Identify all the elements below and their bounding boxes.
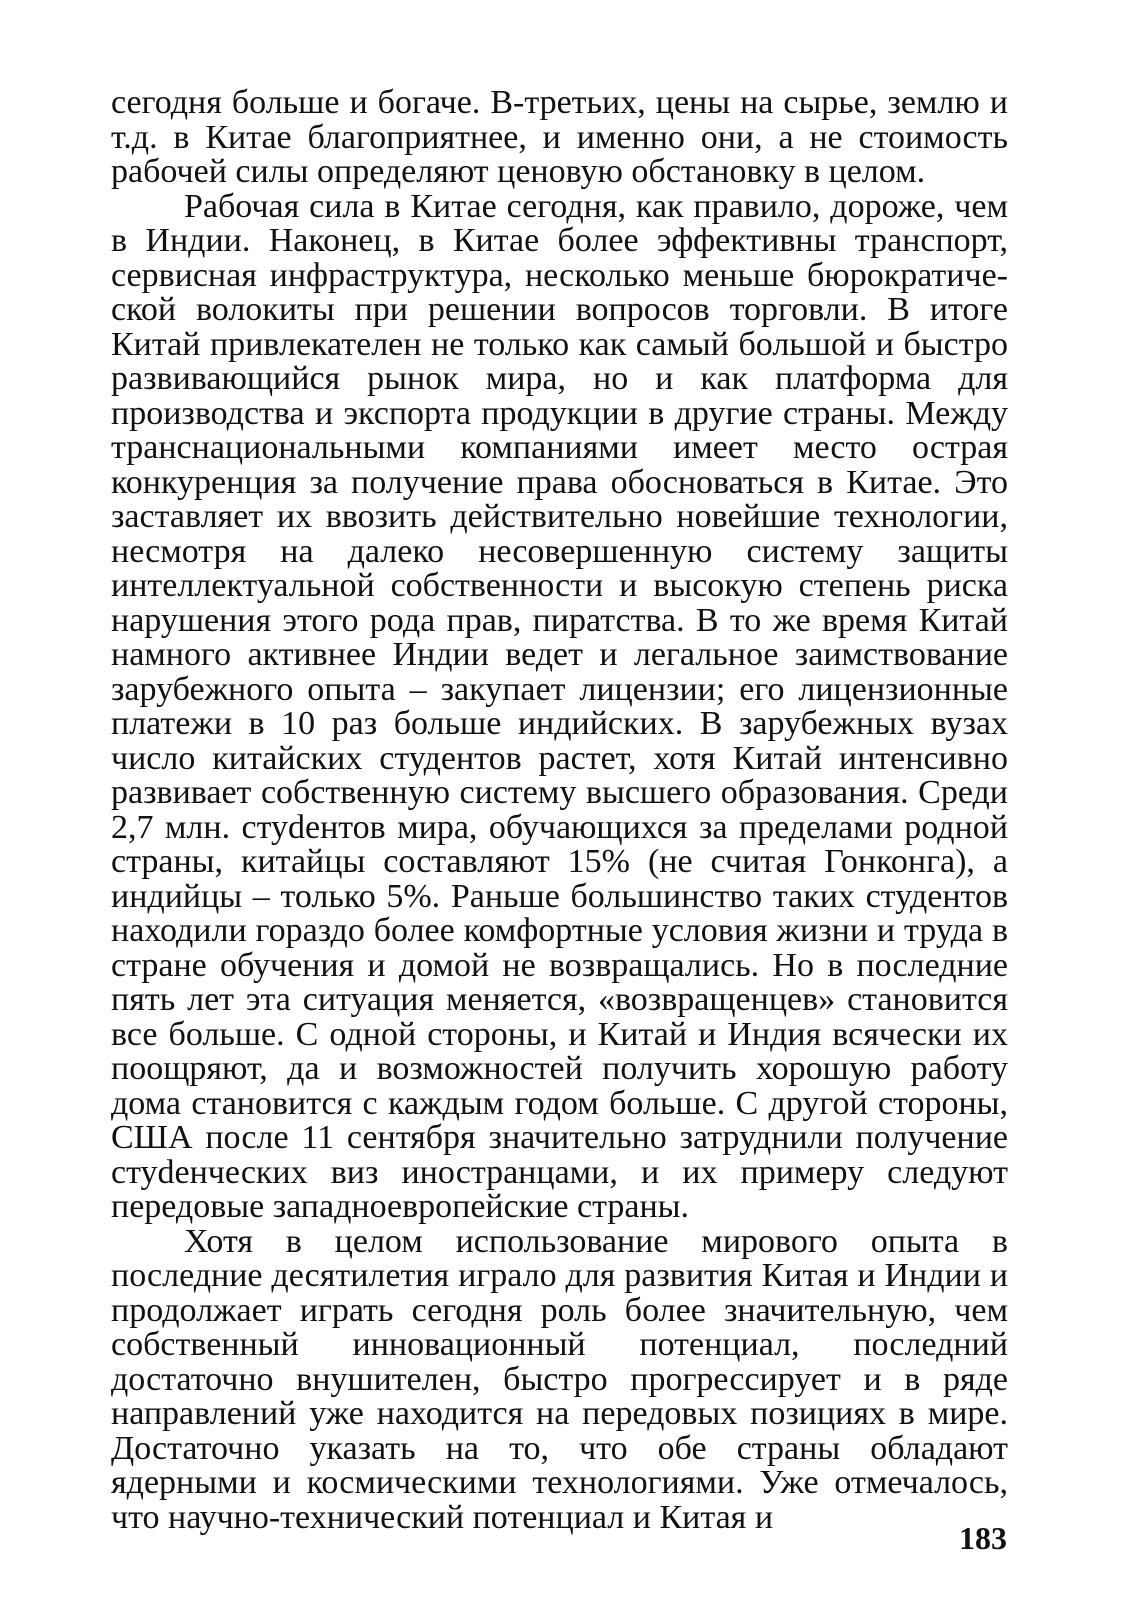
paragraph-labor-force: Рабочая сила в Китае сегодня, как правило, дороже, чем в Индии. Наконец, в Китае более эффективны транспорт, сервисная инфраструктура, несколько меньше бюрократической волокиты при решении вопросов торговли. В итоге Китай привлекателен не только как самый большой и быстро развивающийся рынок мира, но и как платформа для производства и экспорта продукции в другие страны. Между транснациональными компаниями имеет место острая конкуренция за получение права обосноваться в Китае. Это заставляет их ввозить действительно новейшие технологии, несмотря на далеко несовершенную систему защиты интеллектуальной собственности и высокую степень риска нарушения этого рода прав, пиратства. В то же время Китай намного активнее Индии ведет и легальное заимствование зарубежного опыта – закупает лицензии; его лицензионные платежи в 10 раз больше индийских. В зарубежных вузах число китайских студентов растет, хотя Китай интенсивно развивает собственную систему высшего образования. Среди 2,7 млн. стуdентов мира, обучающихся за пределами родной страны, китайцы составляют 15% (не считая Гонконга), а индийцы – только 5%. Раньше большинство таких студентов находили гораздо более комфортные условия жизни и труда в стране обучения и домой не возвращались. Но в последние пять лет эта ситуация меняется, «возвращенцев» становится все больше. С одной стороны, и Китай и Индия всячески их поощряют, да и возможностей получить хорошую работу дома становится с каждым годом больше. С другой стороны, США после 11 сентября значительно затруднили получение стуdенческих виз иностранцами, и их примеру следуют передовые западноевропейские страны. xyxy=(111,187,1008,1225)
paragraph-continuation: сегодня больше и богаче. В-третьих, цены на сырье, землю и т.д. в Китае благоприятнее, и именно они, а не стоимость рабочей силы определяют ценовую обстановку в целом. xyxy=(111,84,1008,190)
page-body xyxy=(111,86,1008,1535)
page-number: 183 xyxy=(959,1520,1007,1556)
paragraph-innovation: Хотя в целом использование мирового опыта в последние десятилетия играло для развития Китая и Индии и продолжает играть сегодня роль более значительную, чем собственный инновационный потенциал, последний достаточно внушителен, быстро прогрессирует и в ряде направлений уже находится на передовых позициях в мире. Достаточно указать на то, что обе страны обладают ядерными и космическими технологиями. Уже отмечалось, что научно-технический потенциал и Китая и xyxy=(111,1222,1008,1536)
